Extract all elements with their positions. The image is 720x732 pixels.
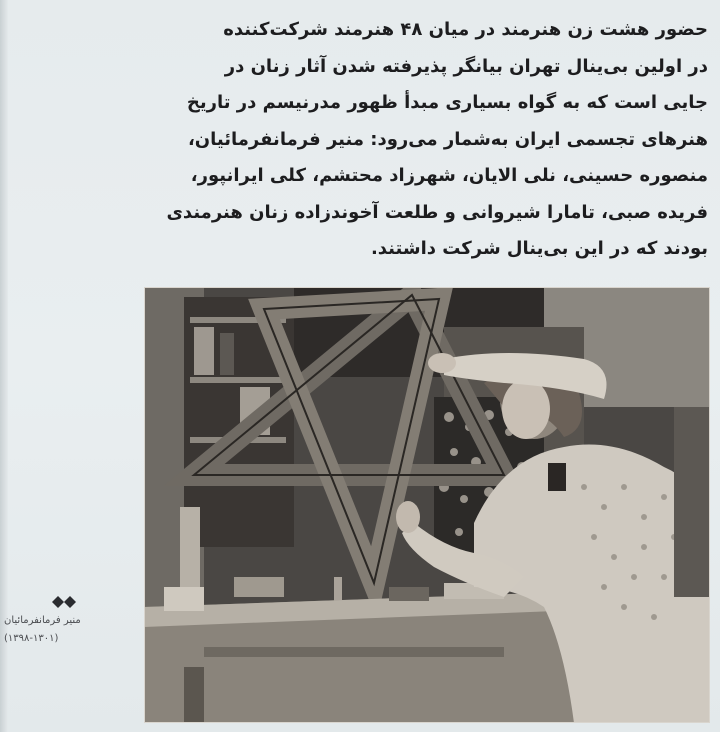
article-line: بودند که در این بی‌ینال شرکت داشتند.: [370, 238, 708, 259]
photo-caption-name: منیر فرمانفرمائیان: [4, 615, 81, 626]
photo-caption-dates: (۱۳۹۸-۱۳۰۱): [4, 633, 59, 644]
archival-photo: [144, 287, 710, 723]
caption-bullet-icon: [52, 596, 82, 608]
article-line: منصوره حسینی، نلی الایان، شهرزاد محتشم، کلی ایرانپور،: [190, 165, 708, 186]
article-line: حضور هشت زن هنرمند در میان ۴۸ هنرمند شرکت‌کننده: [223, 19, 708, 40]
article-body: [130, 12, 708, 268]
article-line: فریده صبی، تامارا شیروانی و طلعت آخوندزاده زنان هنرمندی: [166, 201, 708, 223]
article-line: جایی است که به گواه بسیاری مبدأ ظهور مدرنیسم در تاریخ: [186, 92, 708, 113]
article-line: در اولین بی‌ینال تهران بیانگر پذیرفته شدن آثار زنان در: [224, 55, 708, 77]
article-line: هنرهای تجسمی ایران به‌شمار می‌رود: منیر فرمانفرمائیان،: [187, 128, 708, 150]
